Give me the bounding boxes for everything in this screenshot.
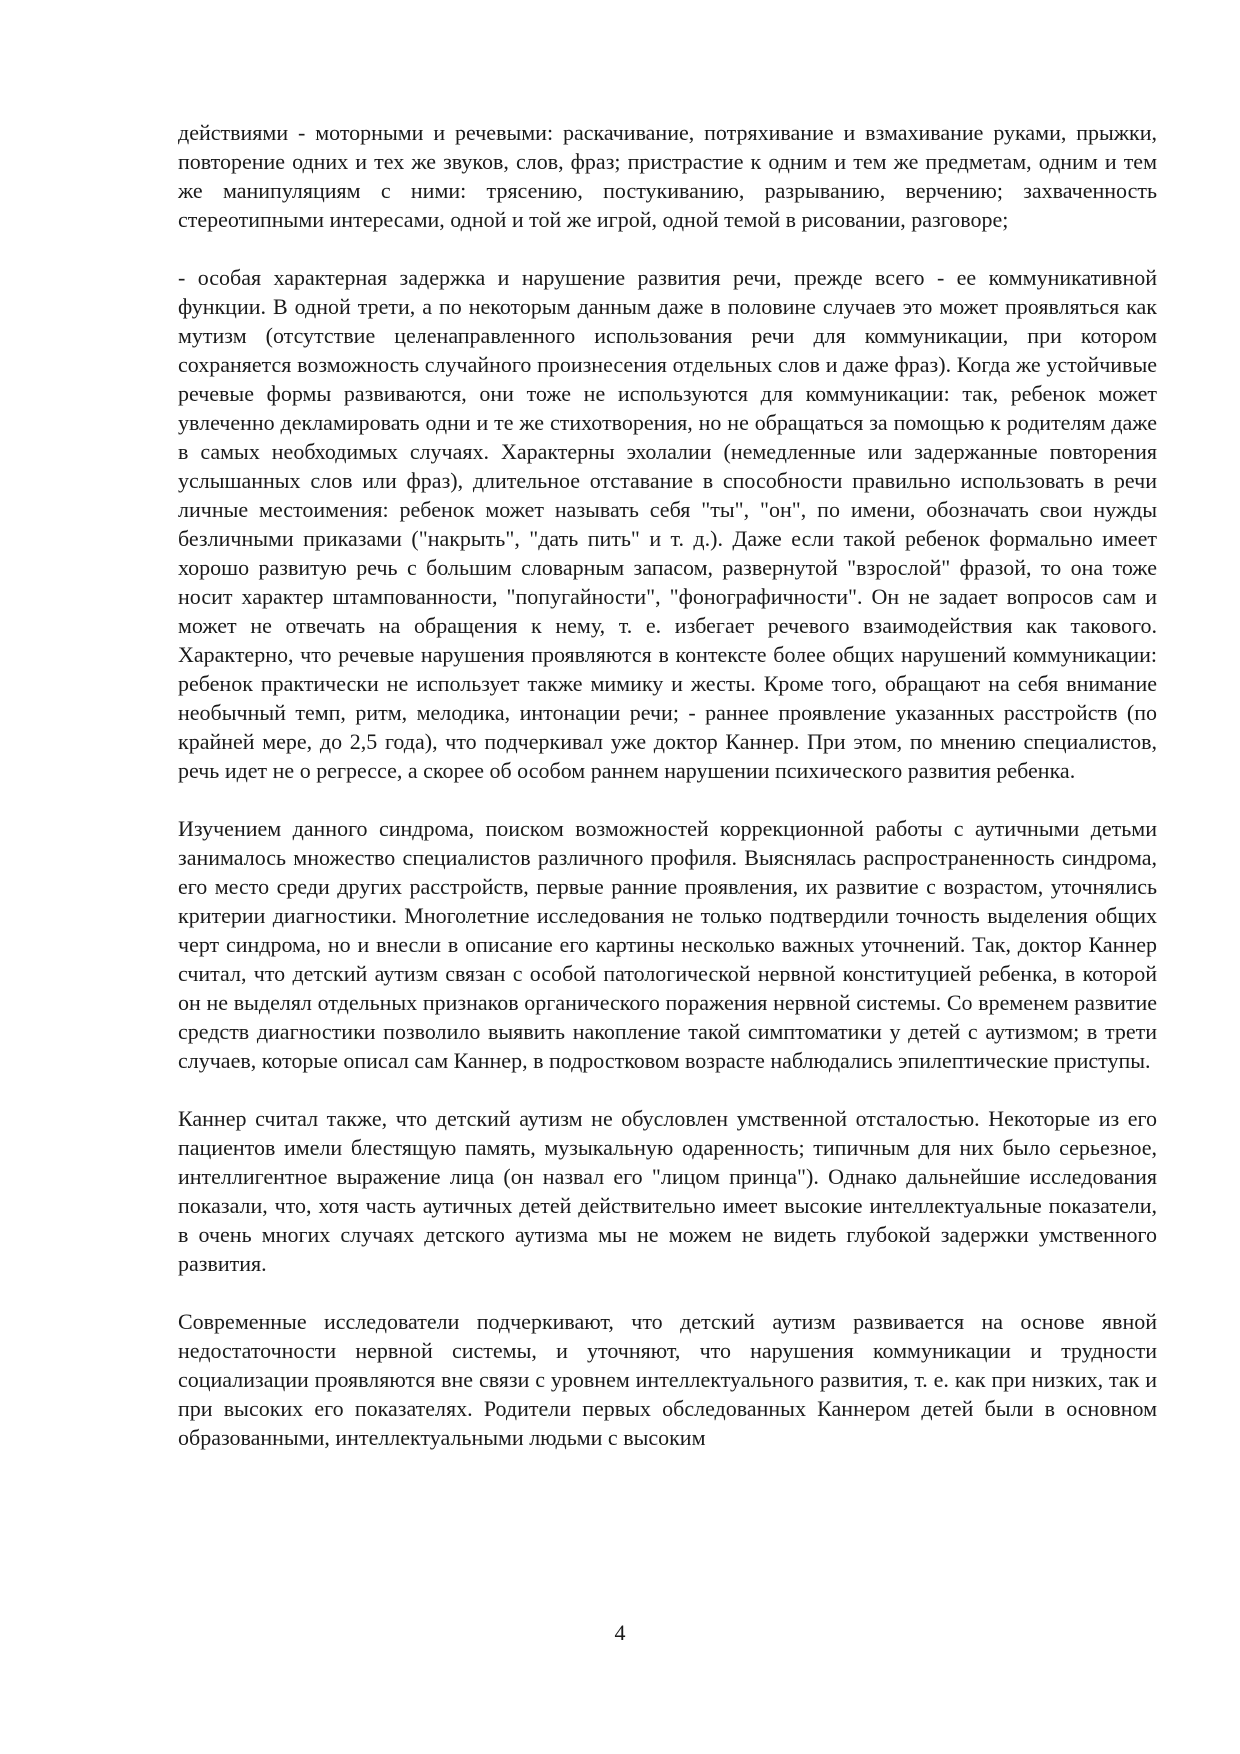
document-body bbox=[178, 118, 1157, 1481]
paragraph-3: Изучением данного синдрома, поиском возможностей коррекционной работы с аутичными детьми занималось множество специалистов различного профиля. Выяснялась распространенность синдрома, его место среди других расстройств, первые ранние проявления, их развитие с возрастом, уточнялись критерии диагностики. Многолетние исследования не только подтвердили точность выделения общих черт синдрома, но и внесли в описание его картины несколько важных уточнений. Так, доктор Каннер считал, что детский аутизм связан с особой патологической нервной конституцией ребенка, в которой он не выделял отдельных признаков органического поражения нервной системы. Со временем развитие средств диагностики позволило выявить накопление такой симптоматики у детей с аутизмом; в трети случаев, которые описал сам Каннер, в подростковом возрасте наблюдались эпилептические приступы. bbox=[178, 816, 1157, 1073]
paragraph-2: - особая характерная задержка и нарушение развития речи, прежде всего - ее коммуникативной функции. В одной трети, а по некоторым данным даже в половине случаев это может проявляться как мутизм (отсутствие целенаправленного использования речи для коммуникации, при котором сохраняется возможность случайного произнесения отдельных слов и даже фраз). Когда же устойчивые речевые формы развиваются, они тоже не используются для коммуникации: так, ребенок может увлеченно декламировать одни и те же стихотворения, но не обращаться за помощью к родителям даже в самых необходимых случаях. Характерны эхолалии (немедленные или задержанные повторения услышанных слов или фраз), длительное отставание в способности правильно использовать в речи личные местоимения: ребенок может называть себя "ты", "он", по имени, обозначать свои нужды безличными приказами ("накрыть", "дать пить" и т. д.). Даже если такой ребенок формально имеет хорошо развитую речь с большим словарным запасом, развернутой "взрослой" фразой, то она тоже носит характер штампованности, "попугайности", "фонографичности". Он не задает вопросов сам и может не отвечать на обращения к нему, т. е. избегает речевого взаимодействия как такового. Характерно, что речевые нарушения проявляются в контексте более общих нарушений коммуникации: ребенок практически не использует также мимику и жесты. Кроме того, обращают на себя внимание необычный темп, ритм, мелодика, интонации речи; - раннее проявление указанных расстройств (по крайней мере, до 2,5 года), что подчеркивал уже доктор Каннер. При этом, по мнению специалистов, речь идет не о регрессе, а скорее об особом раннем нарушении психического развития ребенка. bbox=[178, 265, 1157, 783]
paragraph-5: Современные исследователи подчеркивают, что детский аутизм развивается на основе явной недостаточности нервной системы, и уточняют, что нарушения коммуникации и трудности социализации проявляются вне связи с уровнем интеллектуального развития, т. е. как при низких, так и при высоких его показателях. Родители первых обследованных Каннером детей были в основном образованными, интеллектуальными людьми с высоким bbox=[178, 1309, 1157, 1450]
paragraph-4: Каннер считал также, что детский аутизм не обусловлен умственной отсталостью. Некоторые из его пациентов имели блестящую память, музыкальную одаренность; типичным для них было серьезное, интеллигентное выражение лица (он назвал его "лицом принца"). Однако дальнейшие исследования показали, что, хотя часть аутичных детей действительно имеет высокие интеллектуальные показатели, в очень многих случаях детского аутизма мы не можем не видеть глубокой задержки умственного развития. bbox=[178, 1106, 1157, 1276]
paragraph-1: действиями - моторными и речевыми: раскачивание, потряхивание и взмахивание руками, прыжки, повторение одних и тех же звуков, слов, фраз; пристрастие к одним и тем же предметам, одним и тем же манипуляциям с ними: трясению, постукиванию, разрыванию, верчению; захваченность стереотипными интересами, одной и той же игрой, одной темой в рисовании, разговоре; bbox=[178, 120, 1157, 232]
page-number: 4 bbox=[614, 1620, 626, 1645]
